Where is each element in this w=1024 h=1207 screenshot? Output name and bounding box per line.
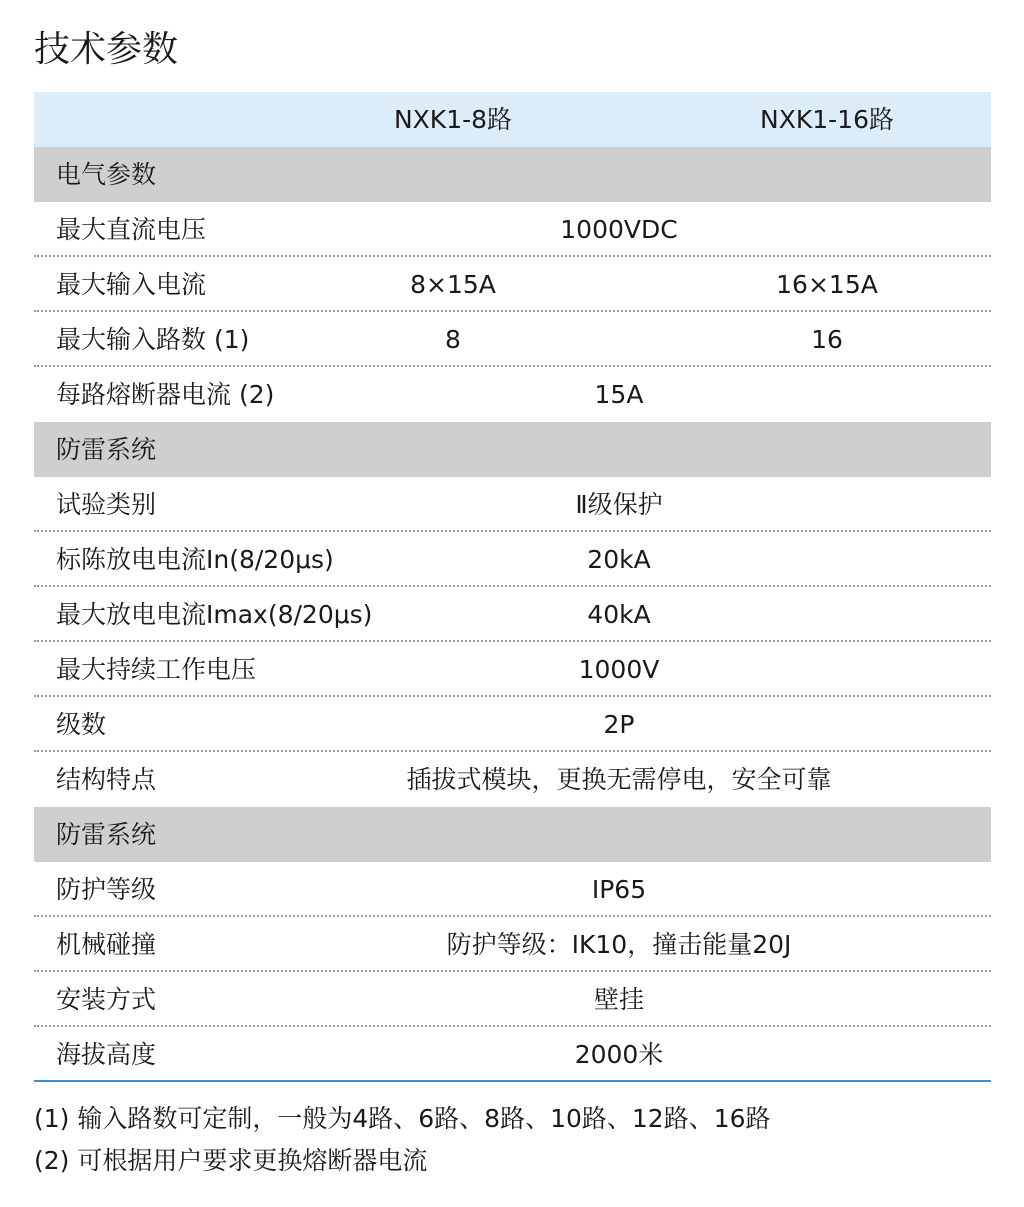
- row-value: 1000VDC: [560, 215, 678, 244]
- row-label: 机械碰撞: [56, 930, 157, 959]
- row-value: Ⅱ级保护: [575, 490, 663, 519]
- row-value: 40kA: [587, 600, 651, 629]
- row-value: 壁挂: [593, 985, 644, 1014]
- row-label: 每路熔断器电流 (2): [56, 380, 275, 409]
- row-value: 15A: [594, 380, 644, 409]
- table-row: [34, 532, 991, 587]
- table-row: [34, 477, 991, 532]
- row-value: 防护等级：IK10，撞击能量20J: [446, 930, 792, 959]
- spec-table: [34, 92, 991, 1082]
- row-label: 最大放电电流Imax(8/20μs): [56, 600, 373, 629]
- row-value-nxk1-8: 8×15A: [410, 270, 496, 299]
- section-label: 电气参数: [56, 160, 157, 189]
- table-row: [34, 697, 991, 752]
- row-value: 1000V: [578, 655, 660, 684]
- row-label: 试验类别: [56, 490, 157, 519]
- row-label: 最大输入电流: [56, 270, 207, 299]
- table-row: [34, 752, 991, 807]
- row-value-nxk1-16: 16: [811, 325, 843, 354]
- page-title: 技术参数: [34, 29, 179, 70]
- table-row: [34, 862, 991, 917]
- row-label: 最大输入路数 (1): [56, 325, 250, 354]
- row-label: 级数: [56, 710, 107, 739]
- table-row: [34, 972, 991, 1027]
- column-header-nxk1-8: NXK1-8路: [393, 105, 513, 134]
- table-row: [34, 587, 991, 642]
- row-label: 结构特点: [56, 765, 157, 794]
- row-label: 防护等级: [56, 875, 157, 904]
- section-label: 防雷系统: [56, 820, 157, 849]
- row-label: 海拔高度: [56, 1040, 157, 1069]
- row-value: IP65: [591, 875, 647, 904]
- table-row: [34, 202, 991, 257]
- section-label: 防雷系统: [56, 435, 157, 464]
- footnote-1: (1) 输入路数可定制，一般为4路、6路、8路、10路、12路、16路: [34, 1104, 771, 1133]
- row-label: 标陈放电电流In(8/20μs): [56, 545, 334, 574]
- table-header-row: [34, 92, 991, 147]
- table-row: [34, 917, 991, 972]
- table-row: [34, 312, 991, 367]
- row-label: 最大直流电压: [56, 215, 207, 244]
- row-value-nxk1-16: 16×15A: [776, 270, 878, 299]
- row-label: 最大持续工作电压: [56, 655, 257, 684]
- table-row: [34, 1027, 991, 1082]
- section-header-lightning: [34, 422, 991, 477]
- row-value: 20kA: [587, 545, 651, 574]
- table-row: [34, 257, 991, 312]
- row-value: 插拔式模块，更换无需停电，安全可靠: [406, 765, 832, 794]
- row-value: 2P: [603, 710, 635, 739]
- footnotes: [34, 1098, 1004, 1182]
- row-label: 安装方式: [56, 985, 157, 1014]
- row-value: 2000米: [574, 1040, 664, 1069]
- footnote-2: (2) 可根据用户要求更换熔断器电流: [34, 1146, 428, 1175]
- row-value-nxk1-8: 8: [445, 325, 461, 354]
- table-row: [34, 367, 991, 422]
- section-header-protection: [34, 807, 991, 862]
- column-header-nxk1-16: NXK1-16路: [760, 105, 894, 134]
- table-row: [34, 642, 991, 697]
- section-header-electrical: [34, 147, 991, 202]
